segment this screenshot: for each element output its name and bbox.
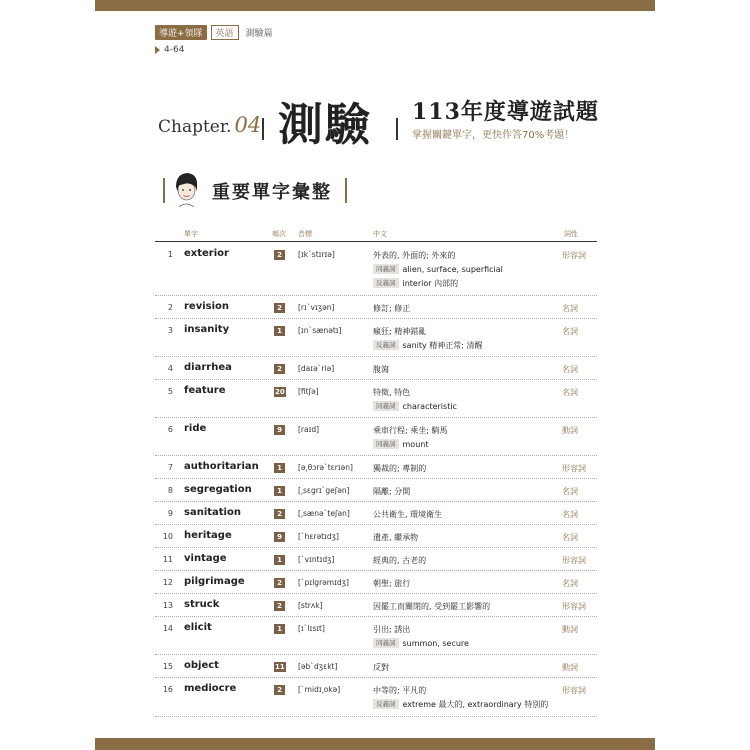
row-number: 4 [167, 364, 173, 373]
chinese-meaning: 隔離; 分開 [373, 487, 411, 496]
chinese-meaning: 獨裁的; 專制的 [373, 464, 427, 473]
definition [373, 424, 553, 452]
row-number: 3 [167, 326, 173, 335]
phonetic: [əb`dʒɛkt] [298, 662, 338, 671]
word: feature [184, 385, 226, 396]
row-number: 1 [167, 250, 173, 259]
phonetic: [͵sɛgrɪ`geʃən] [298, 486, 350, 495]
frequency-badge: 1 [274, 463, 285, 473]
row-number: 5 [167, 387, 173, 396]
chinese-meaning: 特徵, 特色 [373, 388, 411, 397]
section-bracket [163, 178, 165, 203]
related-words [373, 438, 553, 452]
chinese-meaning: 經典的, 古老的 [373, 556, 427, 565]
phonetic: [`vɪntɪdʒ] [298, 555, 335, 564]
word: segregation [184, 484, 252, 495]
frequency-badge: 2 [274, 250, 285, 260]
definition [373, 623, 553, 651]
frequency-badge: 1 [274, 624, 285, 634]
chinese-meaning: 腹瀉 [373, 365, 389, 374]
word: sanitation [184, 507, 241, 518]
part-of-speech: 形容詞 [562, 251, 586, 260]
row-number: 16 [162, 685, 173, 694]
word: ride [184, 423, 207, 434]
phonetic: [fitʃə] [298, 387, 319, 396]
relation-tag: 反義詞 [373, 699, 399, 709]
word: elicit [184, 622, 212, 633]
chinese-meaning: 朝聖; 旅行 [373, 579, 411, 588]
word: mediocre [184, 683, 237, 694]
word: insanity [184, 324, 230, 335]
row-number: 8 [167, 486, 173, 495]
definition [373, 485, 553, 499]
related-words [373, 400, 553, 414]
frequency-badge: 9 [274, 532, 285, 542]
frequency-badge: 1 [274, 555, 285, 565]
column-header-word: 單字 [184, 230, 198, 238]
definition [373, 531, 553, 545]
table-row [155, 571, 597, 594]
top-band [95, 0, 655, 11]
definition [373, 462, 553, 476]
table-row [155, 655, 597, 678]
phonetic: [strʌk] [298, 601, 323, 610]
section-bracket [345, 178, 347, 203]
row-number: 15 [162, 662, 173, 671]
part-of-speech: 動詞 [562, 625, 578, 634]
chinese-meaning: 中等的; 平凡的 [373, 686, 427, 695]
table-row [155, 502, 597, 525]
row-number: 13 [162, 601, 173, 610]
related-words [373, 263, 553, 277]
chinese-meaning: 因罷工而關閉的, 受到罷工影響的 [373, 602, 491, 611]
chinese-meaning: 瘋狂; 精神錯亂 [373, 327, 427, 336]
phonetic: [ə͵θɔrə`tɛrɪən] [298, 463, 353, 472]
definition [373, 363, 553, 377]
definition [373, 577, 553, 591]
exam-subtitle: 掌握關鍵單字，更快作答70%考題！ [412, 130, 575, 141]
frequency-badge: 2 [274, 685, 285, 695]
table-row [155, 456, 597, 479]
table-row [155, 418, 597, 456]
definition [373, 661, 553, 675]
definition [373, 325, 553, 353]
part-of-speech: 形容詞 [562, 464, 586, 473]
phonetic: [`pɪlgrəmɪdʒ] [298, 578, 349, 587]
frequency-badge: 1 [274, 486, 285, 496]
definition [373, 554, 553, 568]
page-number [155, 45, 184, 55]
related-words [373, 637, 553, 651]
frequency-badge: 9 [274, 425, 285, 435]
chinese-meaning: 修訂; 修正 [373, 304, 411, 313]
part-of-speech: 名詞 [562, 579, 578, 588]
row-number: 14 [162, 624, 173, 633]
phonetic: [`midɪ͵okə] [298, 685, 341, 694]
phonetic: [raɪd] [298, 425, 320, 434]
avatar-icon [171, 170, 201, 210]
relation-tag: 同義詞 [373, 401, 399, 411]
page-title: 測驗 [278, 98, 373, 151]
definition [373, 508, 553, 522]
row-number: 2 [167, 303, 173, 312]
relation-tag: 反義詞 [373, 278, 399, 288]
chapter-number: 04 [234, 113, 262, 137]
row-number: 9 [167, 509, 173, 518]
divider [396, 118, 398, 140]
word: pilgrimage [184, 576, 245, 587]
chinese-meaning: 外表的, 外面的; 外來的 [373, 251, 456, 260]
word: vintage [184, 553, 227, 564]
part-of-speech: 形容詞 [562, 556, 586, 565]
frequency-badge: 1 [274, 326, 285, 336]
word: object [184, 660, 219, 671]
breadcrumb-item: 導遊+領隊 [155, 25, 207, 40]
frequency-badge: 11 [275, 663, 285, 671]
related-words [373, 339, 553, 353]
table-row [155, 479, 597, 502]
chinese-meaning: 乘車行程; 乘坐; 騎馬 [373, 426, 448, 435]
related-words [373, 698, 553, 712]
table-row [155, 548, 597, 571]
phonetic: [ɪ`lɪsɪt] [298, 624, 325, 633]
part-of-speech: 名詞 [562, 327, 578, 336]
breadcrumb-item: 英語 [211, 25, 239, 40]
chinese-meaning: 公共衛生, 環境衛生 [373, 510, 443, 519]
chapter-text: Chapter. [158, 117, 232, 137]
part-of-speech: 動詞 [562, 426, 578, 435]
table-row [155, 594, 597, 617]
column-header-freq: 頻次 [272, 230, 286, 238]
part-of-speech: 形容詞 [562, 686, 586, 695]
phonetic: [͵sænə`teʃən] [298, 509, 350, 518]
phonetic: [ɪk`stɪrɪə] [298, 250, 335, 259]
table-row [155, 296, 597, 319]
phonetic: [`hɛrətɪdʒ] [298, 532, 339, 541]
frequency-badge: 2 [274, 303, 285, 313]
phonetic: [rɪ`vɪʒən] [298, 303, 335, 312]
triangle-icon [155, 46, 160, 54]
relation-tag: 同義詞 [373, 638, 399, 648]
word: exterior [184, 248, 229, 259]
chapter-label [158, 113, 261, 137]
page-number-text: 4-64 [164, 45, 185, 55]
word: authoritarian [184, 461, 259, 472]
table-row [155, 319, 597, 357]
definition [373, 302, 553, 316]
related-text: mount [402, 440, 429, 449]
part-of-speech: 名詞 [562, 510, 578, 519]
table-row [155, 525, 597, 548]
part-of-speech: 名詞 [562, 533, 578, 542]
breadcrumb [155, 25, 273, 40]
related-text: alien, surface, superficial [402, 265, 503, 274]
related-text: sanity 精神正常; 清醒 [402, 341, 483, 350]
row-number: 12 [162, 578, 173, 587]
related-text: interior 內部的 [402, 279, 459, 288]
definition [373, 600, 553, 614]
part-of-speech: 形容詞 [562, 602, 586, 611]
part-of-speech: 名詞 [562, 487, 578, 496]
row-number: 7 [167, 463, 173, 472]
header-rule [155, 241, 597, 242]
relation-tag: 反義詞 [373, 340, 399, 350]
part-of-speech: 名詞 [562, 388, 578, 397]
section-title: 重要單字彙整 [212, 182, 332, 203]
word: heritage [184, 530, 232, 541]
frequency-badge: 20 [275, 388, 285, 396]
word: diarrhea [184, 362, 232, 373]
divider [262, 118, 264, 140]
frequency-badge: 2 [274, 601, 285, 611]
definition [373, 386, 553, 414]
definition [373, 249, 553, 291]
column-header-ipa: 音標 [298, 230, 312, 238]
word: struck [184, 599, 220, 610]
related-text: summon, secure [402, 639, 469, 648]
table-row [155, 678, 597, 717]
row-number: 10 [162, 532, 173, 541]
relation-tag: 同義詞 [373, 439, 399, 449]
phonetic: [ɪn`sænətɪ] [298, 326, 342, 335]
frequency-badge: 2 [274, 364, 285, 374]
table-row [155, 243, 597, 296]
chinese-meaning: 反對 [373, 663, 389, 672]
definition [373, 684, 553, 712]
table-row [155, 357, 597, 380]
related-words [373, 277, 553, 291]
word: revision [184, 301, 230, 312]
breadcrumb-item: 測驗篇 [245, 29, 273, 39]
exam-title: 113年度導遊試題 [412, 99, 599, 125]
chinese-meaning: 遺產, 繼承物 [373, 533, 419, 542]
frequency-badge: 2 [274, 509, 285, 519]
row-number: 6 [167, 425, 173, 434]
chinese-meaning: 引出; 誘出 [373, 625, 411, 634]
table-header [155, 227, 595, 241]
table-row [155, 380, 597, 418]
column-header-zh: 中文 [373, 230, 387, 238]
part-of-speech: 名詞 [562, 365, 578, 374]
column-header-pos: 詞性 [564, 230, 578, 238]
frequency-badge: 2 [274, 578, 285, 588]
related-text: extreme 最大的, extraordinary 特別的 [402, 700, 549, 709]
bottom-band [95, 738, 655, 750]
table-row [155, 617, 597, 655]
phonetic: [daɪə`riə] [298, 364, 335, 373]
row-number: 11 [162, 555, 173, 564]
related-text: characteristic [402, 402, 457, 411]
part-of-speech: 名詞 [562, 304, 578, 313]
part-of-speech: 動詞 [562, 663, 578, 672]
word-table [155, 243, 597, 717]
relation-tag: 同義詞 [373, 264, 399, 274]
